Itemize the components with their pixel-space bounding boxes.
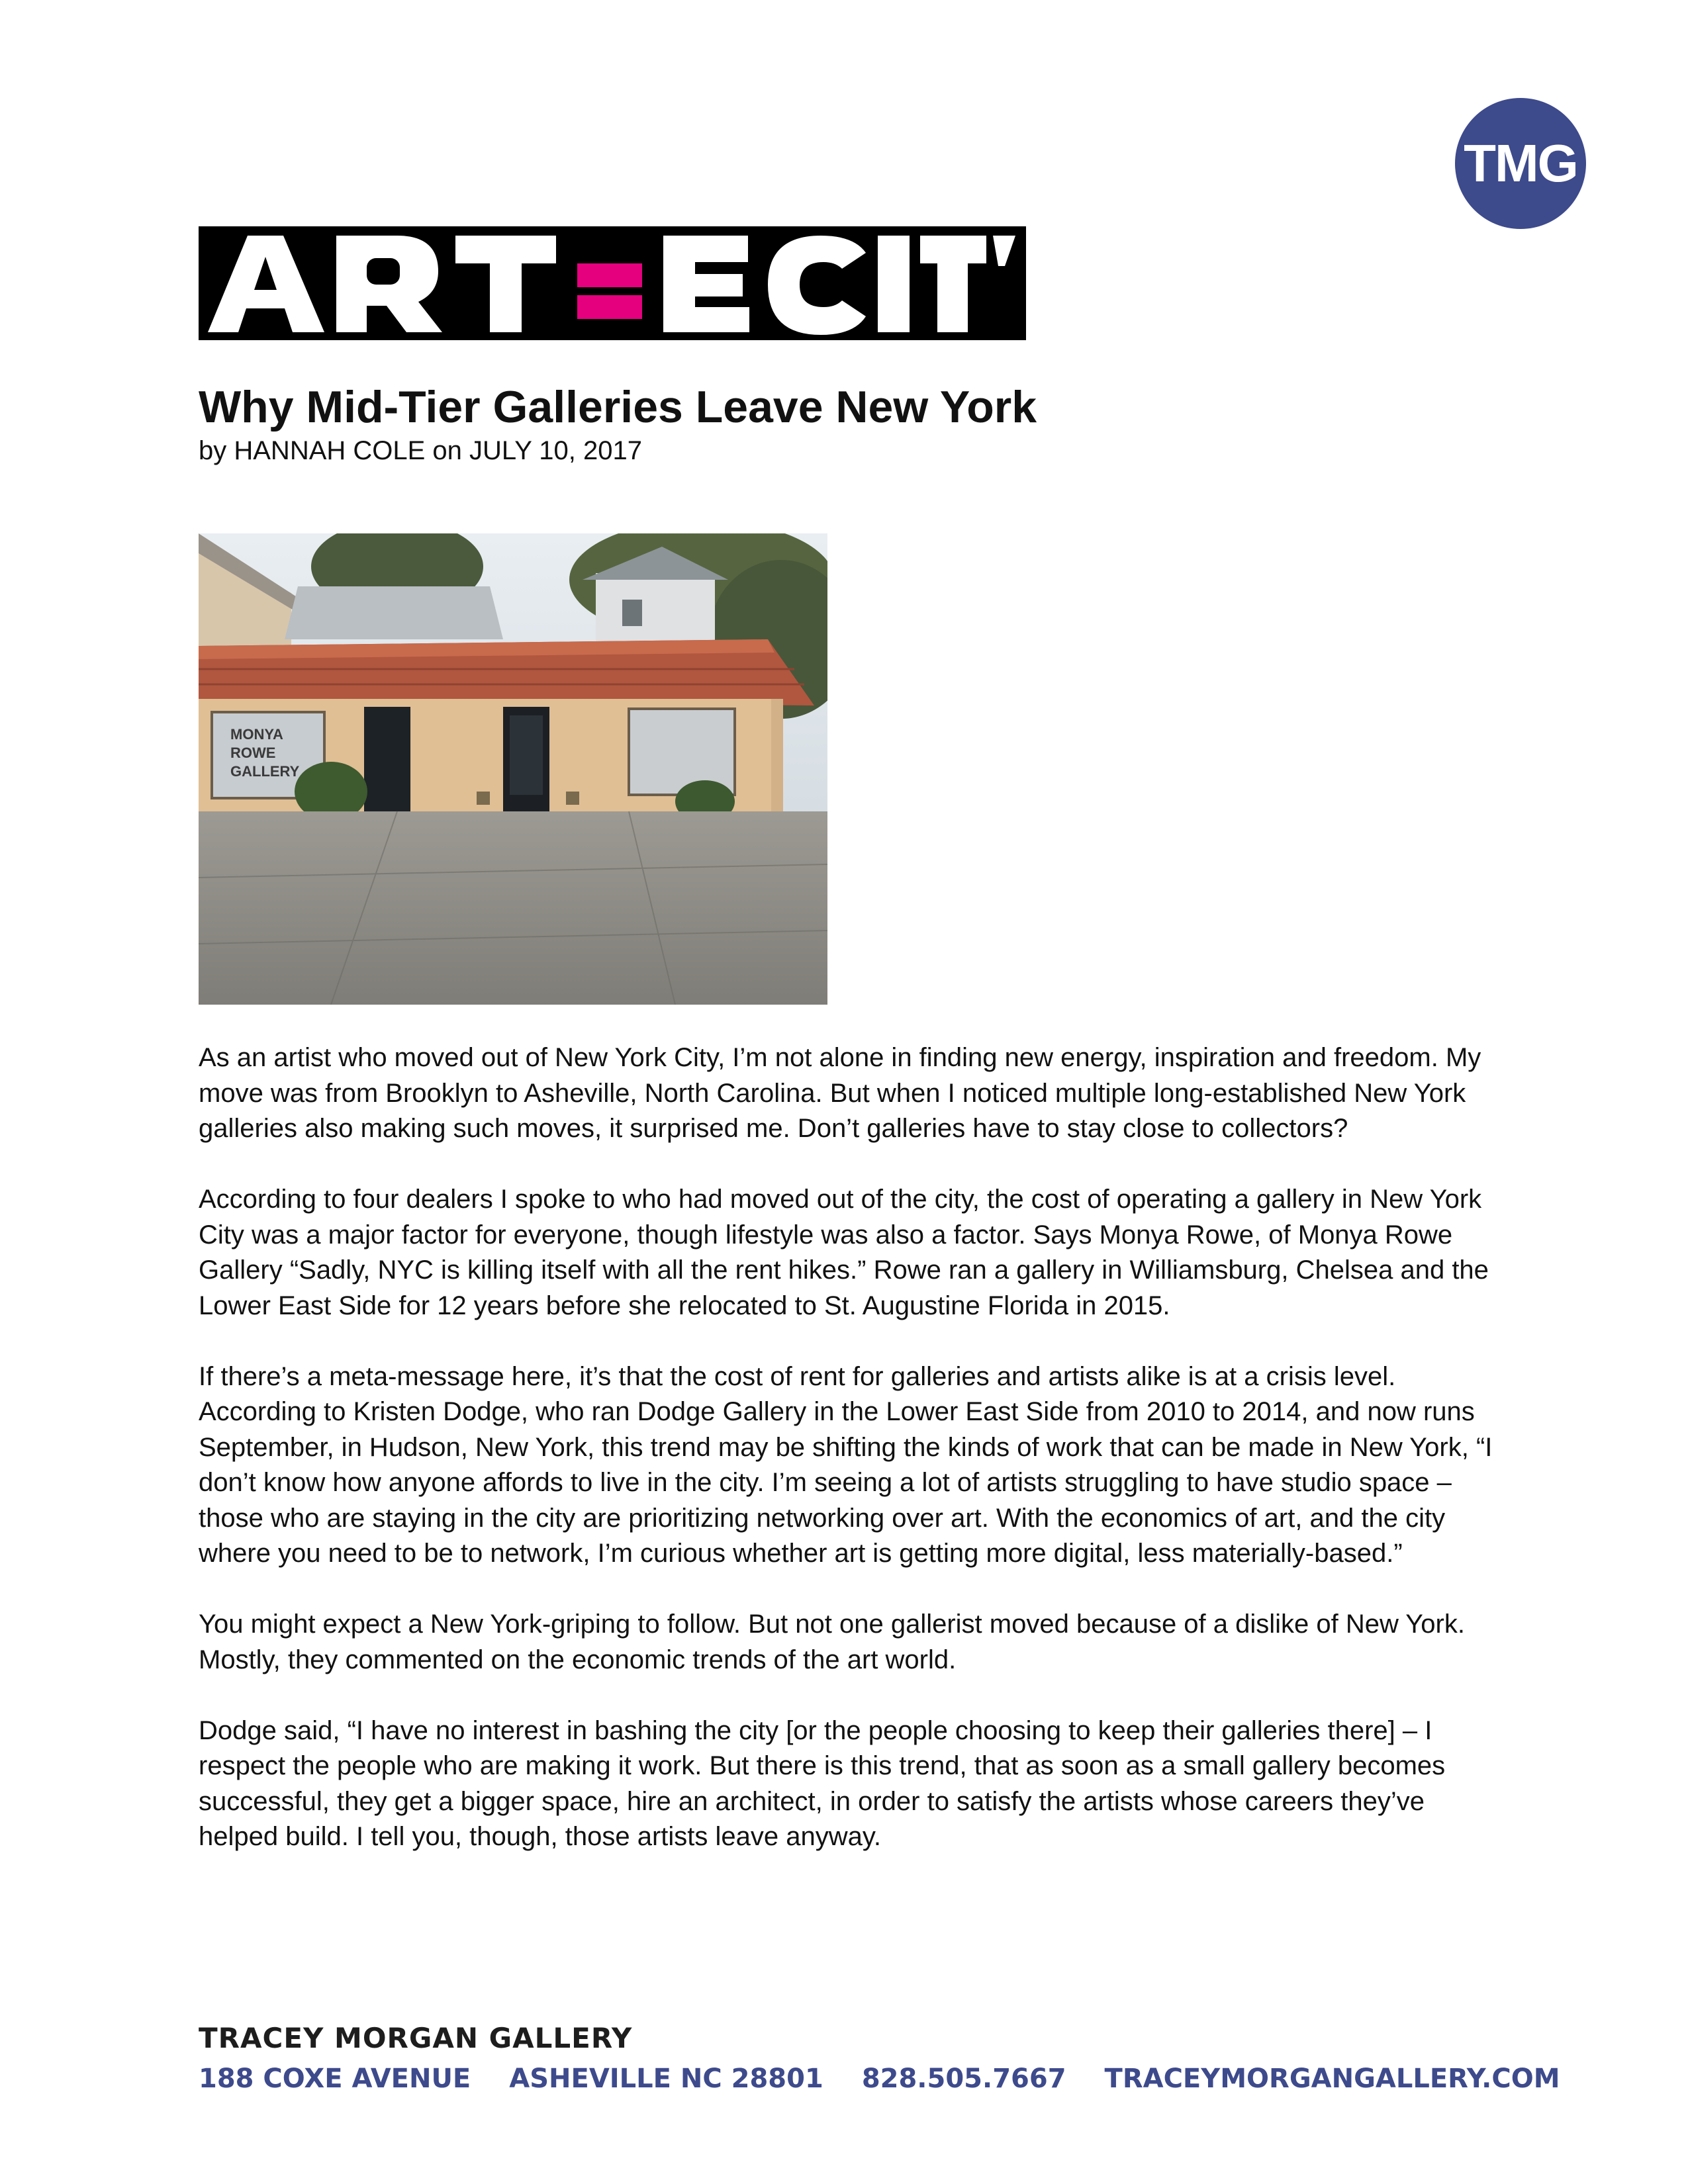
article-title: Why Mid-Tier Galleries Leave New York	[199, 382, 1037, 432]
article-body	[199, 1040, 1496, 1855]
gallery-phone: 828.505.7667	[861, 2064, 1066, 2094]
gallery-website[interactable]: TRACEYMORGANGALLERY.COM	[1104, 2064, 1560, 2094]
tmg-logo	[1455, 98, 1586, 229]
article-paragraph: Dodge said, “I have no interest in bashing the city [or the people choosing to keep their galleries there] – I respect the people who are making it work. But there is this trend, that as soon as a small gallery becomes successful, they get a bigger space, hire an architect, in order to satisfy the artists whose careers they’ve helped build. I tell you, though, those artists leave anyway.	[199, 1715, 1446, 1851]
artcity-masthead-logo	[199, 226, 1026, 340]
article-paragraph: As an artist who moved out of New York City, I’m not alone in finding new energy, inspiration and freedom. My move was from Brooklyn to Asheville, North Carolina. But when I noticed multiple long-established New York galleries also making such moves, it surprised me. Don’t galleries have to stay close to collectors?	[199, 1043, 1481, 1143]
article-paragraph: If there’s a meta-message here, it’s that the cost of rent for galleries and artists alike is at a crisis level. According to Kristen Dodge, who ran Dodge Gallery in the Lower East Side from 2010 to 2014, and now runs September, in Hudson, New York, this trend may be shifting the kinds of work that can be made in New York, “I don’t know how anyone affords to live in the city. I’m seeing a lot of artists struggling to have studio space – those who are staying in the city are prioritizing networking over art. With the economics of art, and the city where you need to be to network, I’m curious whether art is getting more digital, less materially-based.”	[199, 1361, 1493, 1568]
gallery-building-photo	[199, 533, 827, 1005]
article-paragraph: According to four dealers I spoke to who had moved out of the city, the cost of operating a gallery in New York City was a major factor for everyone, though lifestyle was also a factor. Says Monya Rowe, of Monya Rowe Gallery “Sadly, NYC is killing itself with all the rent hikes.” Rowe ran a gallery in Williamsburg, Chelsea and the Lower East Side for 12 years before she relocated to St. Augustine Florida in 2015.	[199, 1185, 1489, 1320]
gallery-contact-info	[199, 2063, 1560, 2095]
gallery-city: ASHEVILLE NC 28801	[509, 2064, 823, 2094]
tmg-logo-text: TMG	[1464, 134, 1577, 193]
gallery-name: TRACEY MORGAN GALLERY	[199, 2022, 633, 2054]
article-byline: by HANNAH COLE on JULY 10, 2017	[199, 436, 642, 465]
window-sign-text: MONYA ROWE GALLERY	[230, 726, 300, 780]
artcity-wordmark	[199, 226, 1026, 340]
gallery-address: 188 COXE AVENUE	[199, 2064, 471, 2094]
article-paragraph: You might expect a New York-griping to follow. But not one gallerist moved because of a dislike of New York. Mostly, they commented on the economic trends of the art world.	[199, 1610, 1465, 1674]
gallery-footer	[199, 2022, 1560, 2095]
